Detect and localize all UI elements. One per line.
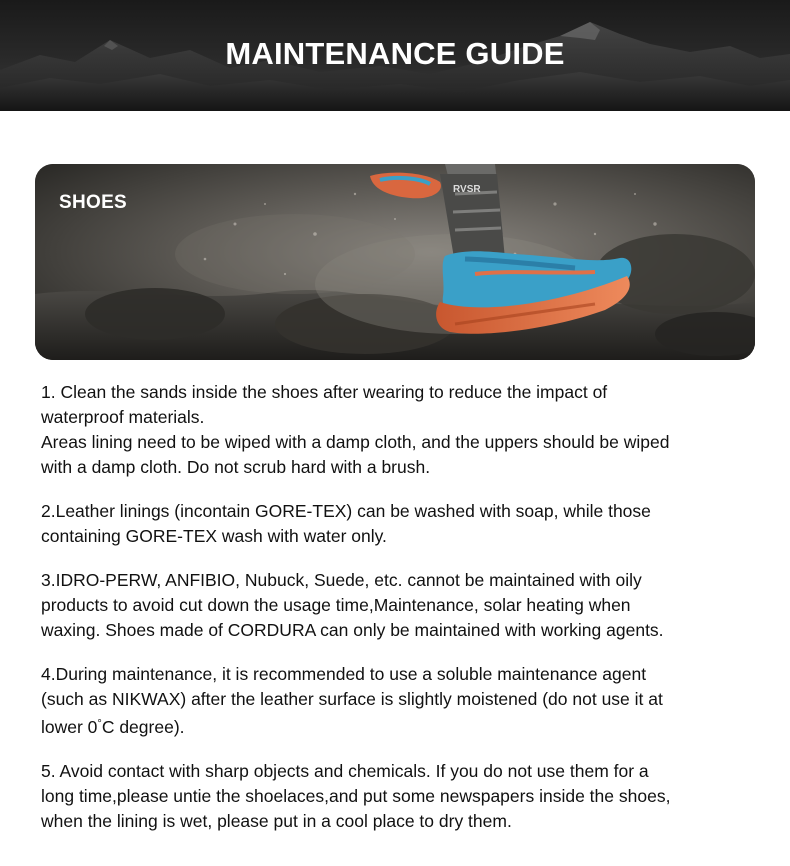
instruction-2-line-1: 2.Leather linings (incontain GORE-TEX) can be washed with soap, while those xyxy=(41,501,651,521)
instruction-5-line-1: 5. Avoid contact with sharp objects and chemicals. If you do not use them for a xyxy=(41,761,649,781)
instruction-4-line-3-pre: lower 0 xyxy=(41,717,98,737)
instruction-5-line-2: long time,please untie the shoelaces,and put some newspapers inside the shoes, xyxy=(41,786,671,806)
maintenance-instructions xyxy=(41,380,771,853)
instruction-1-line-3: Areas lining need to be wiped with a damp cloth, and the uppers should be wiped xyxy=(41,432,670,452)
instruction-5 xyxy=(41,759,771,834)
degree-symbol: ° xyxy=(97,718,102,730)
instruction-1-line-4: with a damp cloth. Do not scrub hard with a brush. xyxy=(41,457,431,477)
hero-label-shoes: SHOES xyxy=(59,192,128,213)
header-banner xyxy=(0,0,790,111)
instruction-4-line-1: 4.During maintenance, it is recommended to use a soluble maintenance agent xyxy=(41,664,647,684)
instruction-5-line-3: when the lining is wet, please put in a cool place to dry them. xyxy=(41,811,512,831)
instruction-1 xyxy=(41,380,771,480)
instruction-4-line-3 xyxy=(41,712,771,740)
instruction-4-line-3-post: C degree). xyxy=(101,717,185,737)
instruction-4-line-2: (such as NIKWAX) after the leather surface is slightly moistened (do not use it at xyxy=(41,689,663,709)
instruction-4 xyxy=(41,662,771,740)
instruction-1-line-1: 1. Clean the sands inside the shoes after wearing to reduce the impact of xyxy=(41,382,608,402)
instruction-2 xyxy=(41,499,771,549)
hero-image-shoes xyxy=(35,164,755,360)
page-title: MAINTENANCE GUIDE xyxy=(225,36,565,71)
instruction-2-line-2: containing GORE-TEX wash with water only. xyxy=(41,526,387,546)
instruction-3-line-2: products to avoid cut down the usage time,Maintenance, solar heating when xyxy=(41,595,631,615)
instruction-1-line-2: waterproof materials. xyxy=(41,407,205,427)
sock-logo-text: RVSR xyxy=(453,184,481,195)
instruction-3-line-1: 3.IDRO-PERW, ANFIBIO, Nubuck, Suede, etc. cannot be maintained with oily xyxy=(41,570,642,590)
instruction-3 xyxy=(41,568,771,643)
instruction-3-line-3: waxing. Shoes made of CORDURA can only be maintained with working agents. xyxy=(41,620,664,640)
trail-running-photo xyxy=(35,164,755,360)
